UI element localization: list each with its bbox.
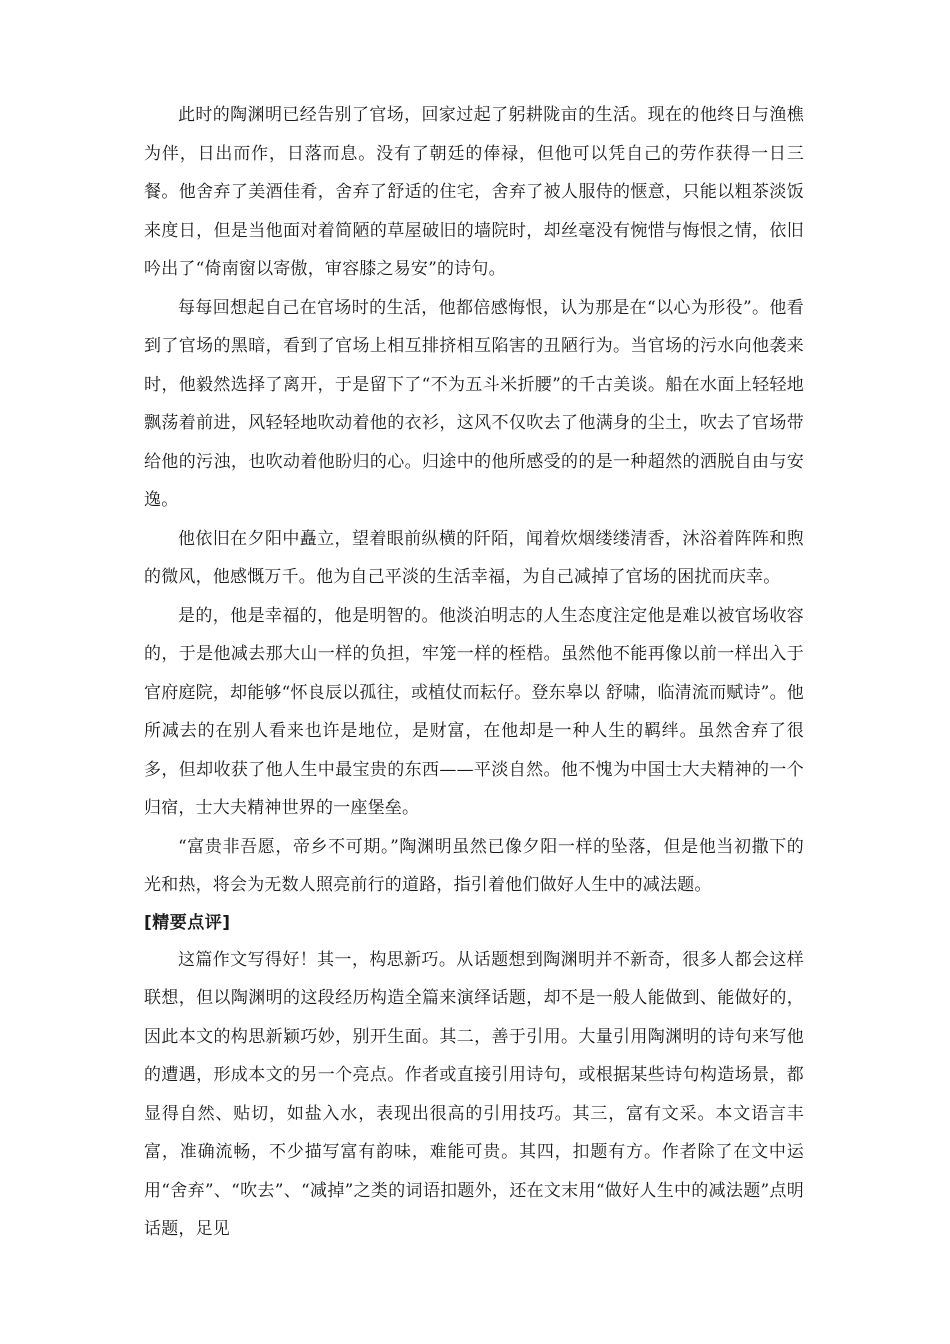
essay-paragraph-1: 此时的陶渊明已经告别了官场，回家过起了躬耕陇亩的生活。现在的他终日与渔樵为伴，日出而作，日落而息。没有了朝廷的俸禄，但他可以凭自己的劳作获得一日三餐。他舍弃了美酒佳肴，舍弃了舒适的住宅，舍弃了被人服侍的惬意，只能以粗茶淡饭来度日，但是当他面对着简陋的草屋破旧的墙院时，却丝毫没有惋惜与悔恨之情，依旧吟出了“倚南窗以寄傲，审容膝之易安”的诗句。 bbox=[144, 105, 804, 279]
review-paragraph-1: 这篇作文写得好！其一，构思新巧。从话题想到陶渊明并不新奇，很多人都会这样联想，但以陶渊明的这段经历构造全篇来演绎话题，却不是一般人能做到、能做好的，因此本文的构思新颖巧妙，别开生面。其二，善于引用。大量引用陶渊明的诗句来写他的遭遇，形成本文的另一个亮点。作者或直接引用诗句，或根据某些诗句构造场景，都显得自然、贴切，如盐入水，表现出很高的引用技巧。其三，富有文采。本文语言丰富，准确流畅，不少描写富有韵味，难能可贵。其四，扣题有方。作者除了在文中运用“舍弃”、“吹去”、“减掉”之类的词语扣题外，还在文末用“做好人生中的减法题”点明话题，足见 bbox=[144, 949, 804, 1239]
essay-paragraph-2: 每每回想起自己在官场时的生活，他都倍感悔恨，认为那是在“以心为形役”。他看到了官场的黑暗，看到了官场上相互排挤相互陷害的丑陋行为。当官场的污水向他袭来时，他毅然选择了离开，于是留下了“不为五斗米折腰”的千古美谈。船在水面上轻轻地飘荡着前进，风轻轻地吹动着他的衣衫，这风不仅吹去了他满身的尘土，吹去了官场带给他的污浊，也吹动着他盼归的心。归途中的他所感受的的是一种超然的洒脱自由与安逸。 bbox=[144, 297, 804, 510]
essay-paragraph-4: 是的，他是幸福的，他是明智的。他淡泊明志的人生态度注定他是难以被官场收容的，于是他减去那大山一样的负担，牢笼一样的桎梏。虽然他不能再像以前一样出入于官府庭院，却能够“怀良辰以孤往，或植仗而耘仔。登东皋以 舒啸，临清流而赋诗”。他所减去的在别人看来也许是地位，是财富，在他却是一种人生的羁绊。虽然舍弃了很多，但却收获了他人生中最宝贵的东西——平淡自然。他不愧为中国士大夫精神的一个归宿，士大夫精神世界的一座堡垒。 bbox=[144, 605, 804, 818]
essay-paragraph-5: “富贵非吾愿，帝乡不可期。”陶渊明虽然已像夕阳一样的坠落，但是他当初撒下的光和热，将会为无数人照亮前行的道路，指引着他们做好人生中的减法题。 bbox=[144, 836, 804, 895]
essay-paragraph-3: 他依旧在夕阳中矗立，望着眼前纵横的阡陌，闻着炊烟缕缕清香，沐浴着阵阵和煦的微风，他感慨万千。他为自己平淡的生活幸福，为自己减掉了官场的困扰而庆幸。 bbox=[144, 528, 804, 587]
document-page bbox=[144, 96, 804, 1249]
review-heading: [精要点评] bbox=[144, 912, 231, 933]
